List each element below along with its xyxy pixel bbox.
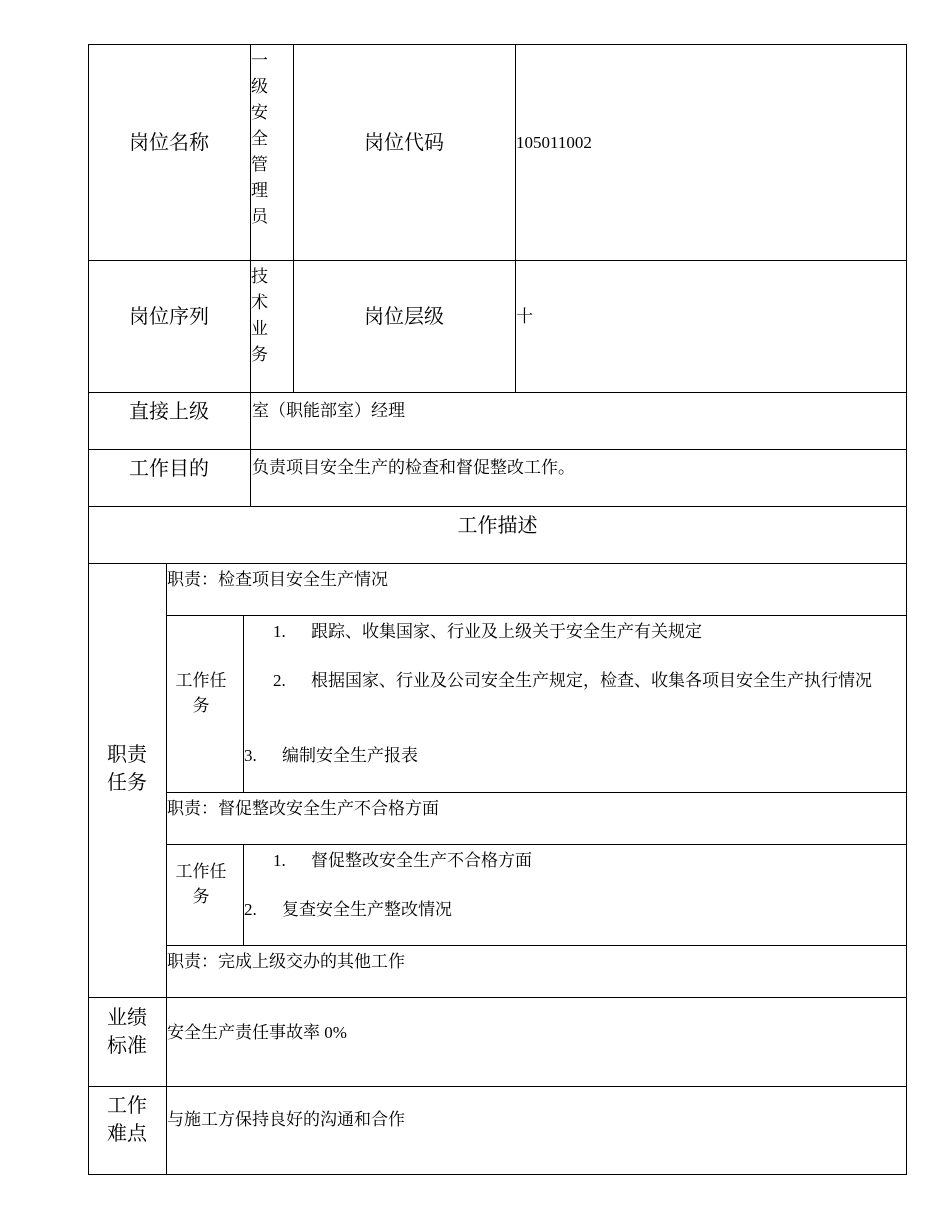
difficulty-label-line2: 难点 <box>107 1121 147 1145</box>
divider <box>88 506 907 507</box>
purpose-label: 工作目的 <box>129 456 209 480</box>
divider <box>166 563 167 1175</box>
superior-label: 直接上级 <box>129 399 209 423</box>
difficulty-label-line1: 工作 <box>107 1093 147 1117</box>
responsibilities-label-line1: 职责 <box>107 742 147 766</box>
divider <box>88 1086 907 1087</box>
post-series-label: 岗位序列 <box>129 304 209 328</box>
post-level-label: 岗位层级 <box>364 304 444 328</box>
task-number: 1. <box>273 851 286 870</box>
divider <box>88 997 907 998</box>
duty-1-task-3 <box>244 743 418 768</box>
task-text: 跟踪、收集国家、行业及上级关于安全生产有关规定 <box>311 622 702 641</box>
task-number: 2. <box>273 671 286 690</box>
task-text: 根据国家、行业及公司安全生产规定，检查、收集各项目安全生产执行情况 <box>311 671 872 690</box>
post-code-label: 岗位代码 <box>364 130 444 154</box>
post-series-value: 技术业务 <box>251 267 268 364</box>
post-level-value: 十 <box>516 307 533 326</box>
divider <box>166 945 907 946</box>
task-number: 2. <box>244 900 257 919</box>
performance-label <box>88 1003 166 1059</box>
performance-value: 安全生产责任事故率 0% <box>167 1023 347 1042</box>
post-name-value: 一级安全管理员 <box>251 51 268 226</box>
divider <box>166 792 907 793</box>
border-top <box>88 44 907 45</box>
performance-label-line1: 业绩 <box>107 1005 147 1029</box>
duty-3: 职责：完成上级交办的其他工作 <box>167 952 405 971</box>
divider <box>515 44 516 393</box>
task-text: 督促整改安全生产不合格方面 <box>311 851 532 870</box>
duty-1-task-2 <box>273 668 893 693</box>
divider <box>293 44 294 393</box>
duty-1-task-1 <box>273 619 702 644</box>
superior-value: 室（职能部室）经理 <box>252 401 405 420</box>
task-text: 复查安全生产整改情况 <box>282 900 452 919</box>
divider <box>166 615 907 616</box>
post-code-value: 105011002 <box>516 133 592 152</box>
task-text: 编制安全生产报表 <box>282 746 418 765</box>
post-name-label: 岗位名称 <box>129 130 209 154</box>
work-description-title: 工作描述 <box>457 513 538 537</box>
task-number: 3. <box>244 746 257 765</box>
duty-2-task-2 <box>244 897 452 922</box>
divider <box>88 392 907 393</box>
purpose-value: 负责项目安全生产的检查和督促整改工作。 <box>252 458 575 477</box>
divider <box>88 563 907 564</box>
duty-1-task-label: 工作任务 <box>175 671 227 715</box>
difficulty-value: 与施工方保持良好的沟通和合作 <box>167 1110 405 1129</box>
duty-2-task-1 <box>273 848 532 873</box>
border-right <box>906 44 907 1175</box>
task-number: 1. <box>273 622 286 641</box>
difficulty-label <box>88 1091 166 1147</box>
performance-label-line2: 标准 <box>107 1033 147 1057</box>
divider <box>88 449 907 450</box>
duty-2: 职责：督促整改安全生产不合格方面 <box>167 799 439 818</box>
duty-2-task-label: 工作任务 <box>175 862 227 906</box>
responsibilities-label <box>88 740 166 796</box>
responsibilities-label-line2: 任务 <box>107 770 147 794</box>
divider <box>243 844 244 946</box>
border-bottom <box>88 1174 907 1175</box>
divider <box>88 260 907 261</box>
divider <box>166 844 907 845</box>
duty-1: 职责：检查项目安全生产情况 <box>167 570 388 589</box>
